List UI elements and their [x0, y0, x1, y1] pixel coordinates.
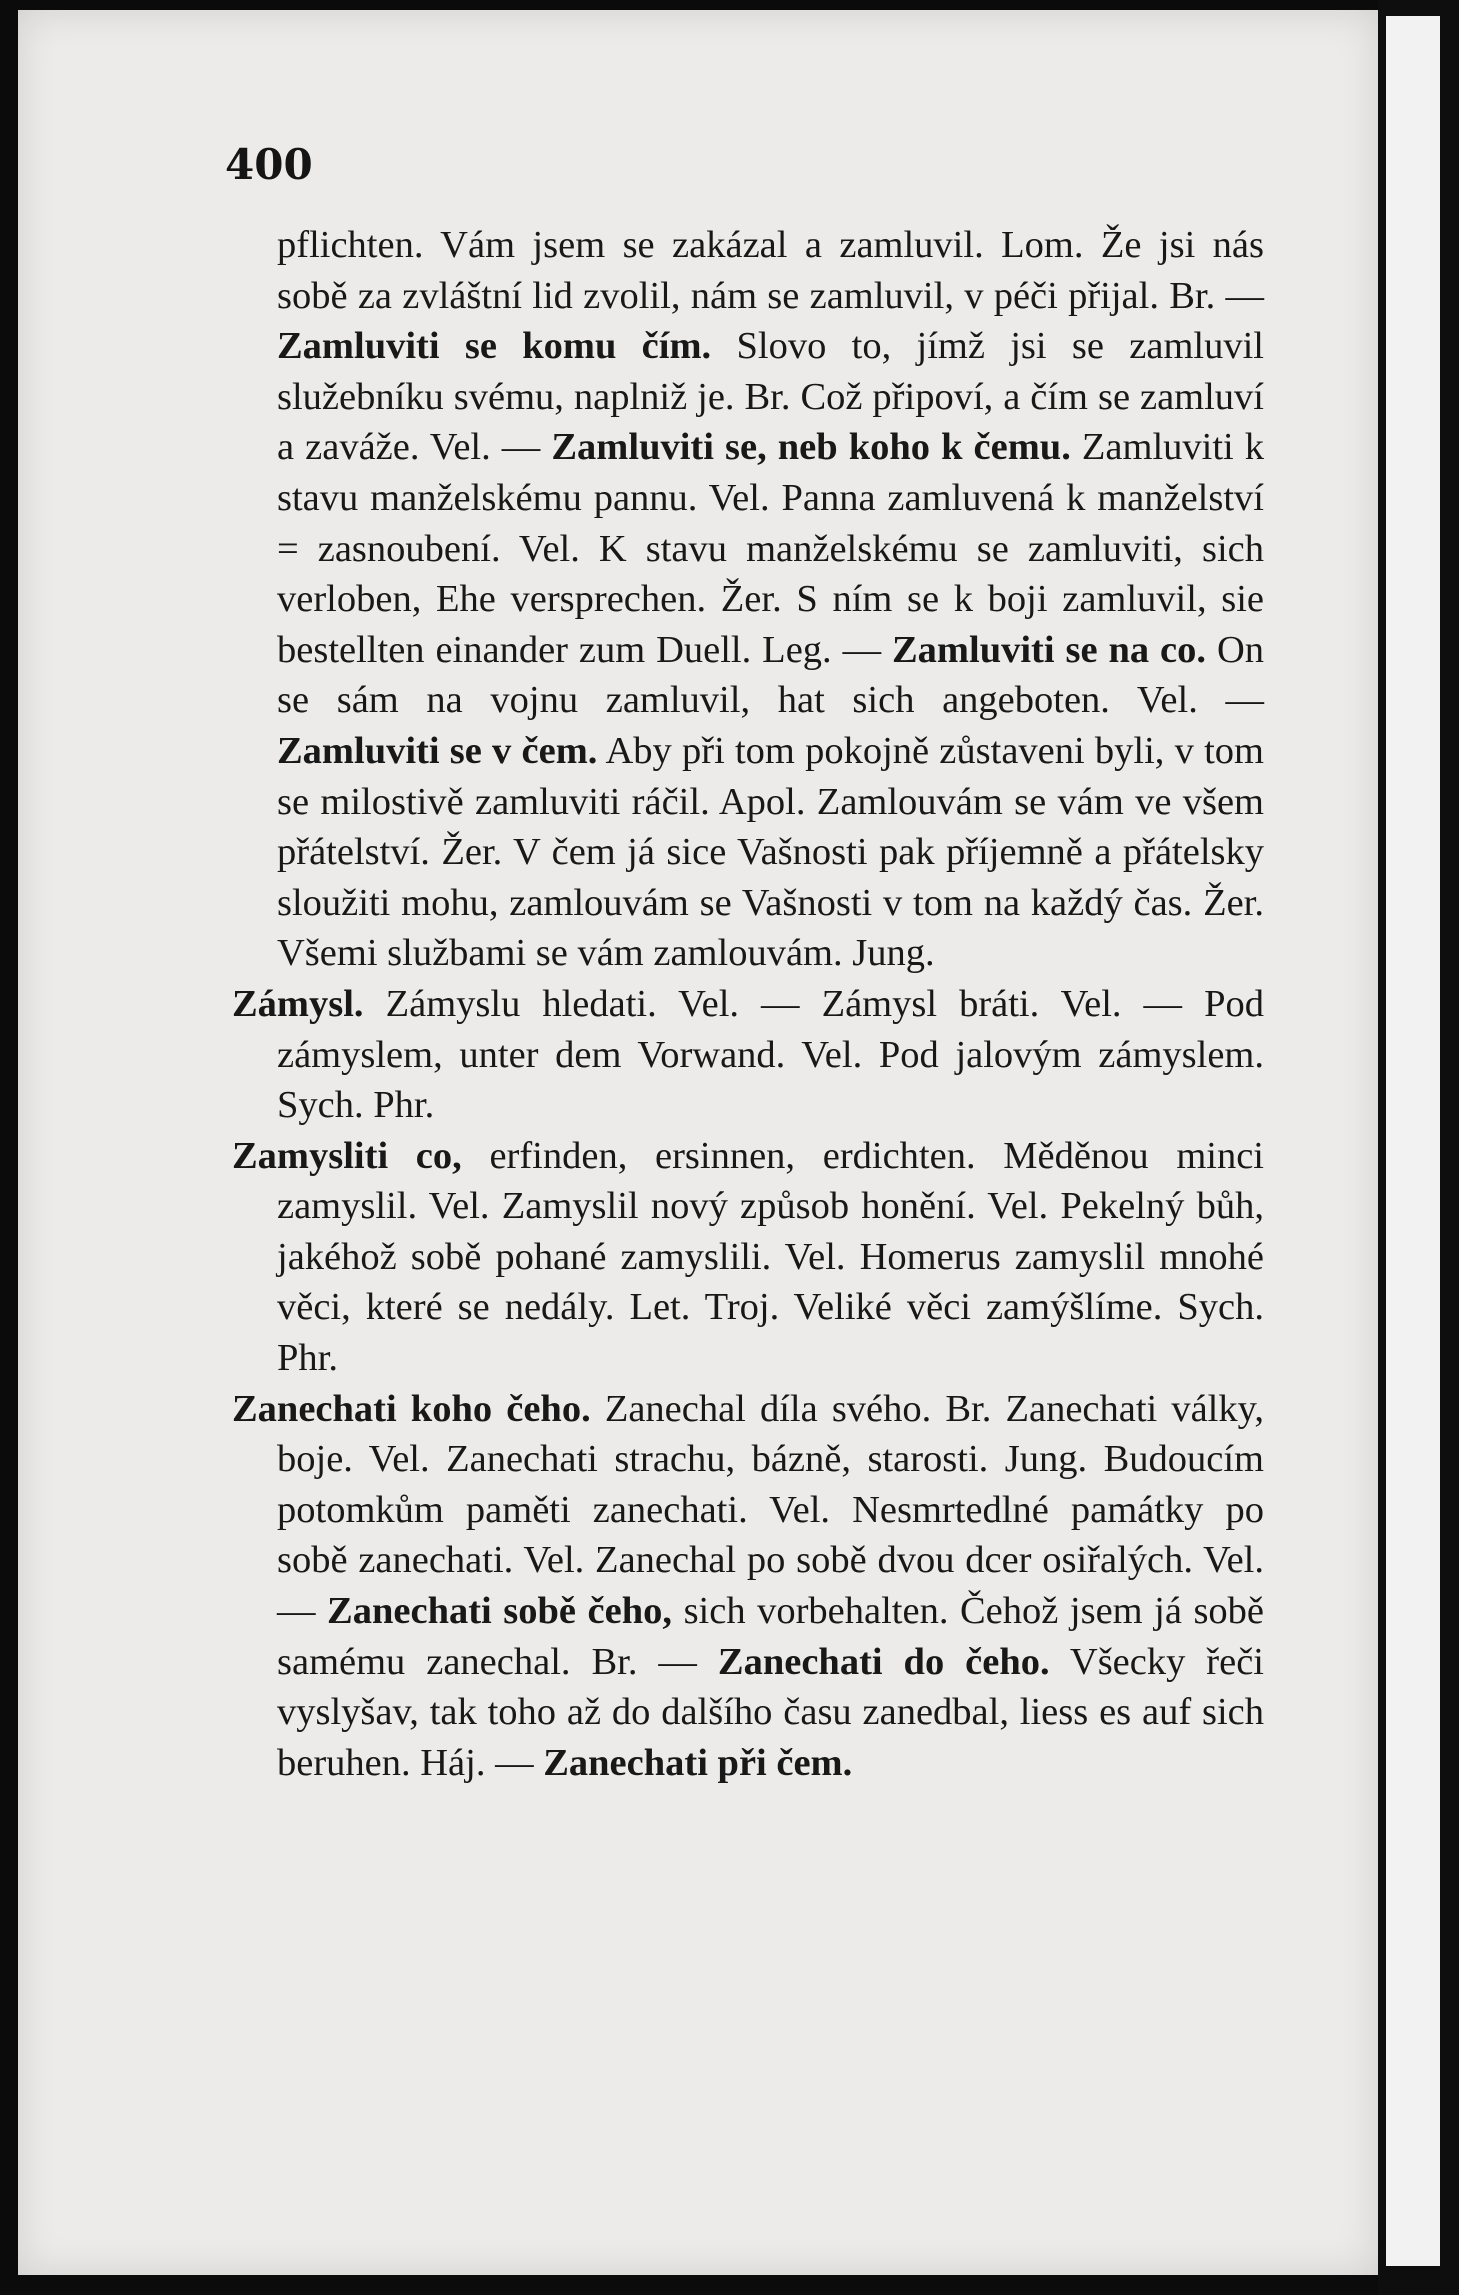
entry-zamysliti [232, 1131, 1264, 1384]
subentry-headword: Zamluviti se komu čím. [277, 325, 712, 368]
entry-text: Zámyslu hledati. Vel. — Zámysl bráti. Vel. — Pod zámyslem, unter dem Vorwand. Vel. Pod jalovým zámyslem. Sych. Phr. [277, 982, 1264, 1127]
entry-zamysl [232, 979, 1264, 1131]
subentry-headword: Zanechati při čem. [543, 1741, 853, 1784]
entry-headword: Zámysl. [232, 982, 364, 1025]
next-page-edge [1386, 16, 1440, 2266]
subentry-text: Aby při tom pokojně zůstaveni byli, v tom se milostivě zamluviti ráčil. Apol. Zamlouvám se vám ve všem přátelství. Žer. V čem já sice Vašnosti pak příjemně a přátelsky sloužiti mohu, zamlouvám se Vašnosti v tom na každý čas. Žer. Všemi službami se vám zamlouvám. Jung. [277, 729, 1264, 975]
entry-continuation [232, 220, 1264, 979]
entry-text: erfinden, ersinnen, erdichten. Měděnou minci zamyslil. Vel. Zamyslil nový způsob honění. Vel. Pekelný bůh, jakéhož sobě pohané zamyslili. Vel. Homerus zamyslil mnohé věci, které se nedály. Let. Troj. Veliké věci zamýšlíme. Sych. Phr. [277, 1134, 1265, 1380]
subentry-headword: Zamluviti se, neb koho k čemu. [551, 426, 1071, 469]
subentry-headword: Zanechati sobě čeho, [327, 1590, 673, 1633]
subentry-headword: Zamluviti se na co. [892, 628, 1207, 671]
subentry-text: Zamluviti k stavu manželskému pannu. Vel. Panna zamluvená k manželství = zasnoubení. Vel. K stavu manželskému se zamluviti, sich verloben, Ehe versprechen. Žer. S ním se k boji zamluvil, sie bestellten einander zum Duell. Leg. — [277, 426, 1265, 671]
entry-headword: Zanechati koho čeho. [232, 1387, 591, 1430]
intro-text: pflichten. Vám jsem se zakázal a zamluvil. Lom. Že jsi nás sobě za zvláštní lid zvolil, nám se zamluvil, v péči přijal. Br. — [277, 224, 1264, 317]
subentry-headword: Zamluviti se v čem. [277, 729, 598, 772]
subentry-text: Všecky řeči vyslyšav, tak toho až do dalšího času zanedbal, liess es auf sich beruhen. Háj. — [277, 1640, 1264, 1784]
subentry-text: On se sám na vojnu zamluvil, hat sich angeboten. Vel. — [277, 628, 1264, 722]
dictionary-text [232, 220, 1264, 1788]
subentry-text: Slovo to, jímž jsi se zamluvil služebníku svému, naplniž je. Br. Což připoví, a čím se zamluví a zaváže. Vel. — [277, 325, 1264, 469]
subentry-text: sich vorbehalten. Čehož jsem já sobě samému zanechal. Br. — [277, 1590, 1265, 1683]
page-number: 400 [225, 140, 313, 189]
subentry-headword: Zanechati do čeho. [717, 1640, 1050, 1683]
entry-text: Zanechal díla svého. Br. Zanechati války, boje. Vel. Zanechati strachu, bázně, starosti. Jung. Budoucím potomkům paměti zanechati. Vel. Nesmrtedlné památky po sobě zanechati. Vel. Zanechal po sobě dvou dcer osiřalých. Vel. — [277, 1387, 1265, 1633]
entry-zanechati [232, 1384, 1264, 1789]
entry-headword: Zamysliti co, [232, 1134, 462, 1177]
